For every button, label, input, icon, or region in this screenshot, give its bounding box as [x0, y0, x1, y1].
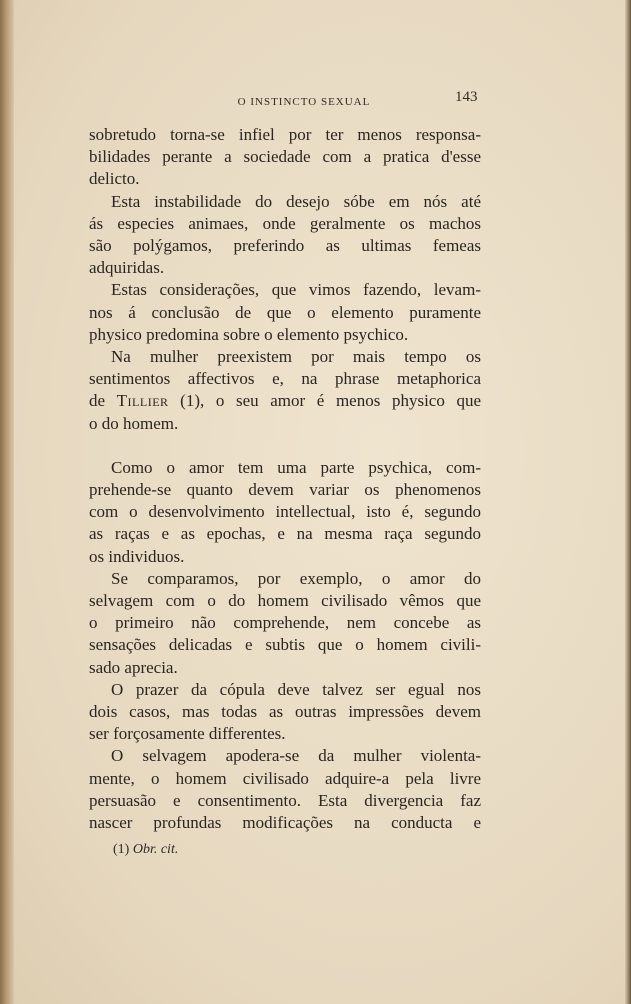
text-line: sentimentos affectivos e, na phrase metaphorica [89, 369, 481, 389]
text-line: nascer profundas modificações na conducta e [89, 813, 481, 833]
text-line: mente, o homem civilisado adquire-a pela livre [89, 768, 481, 788]
text-line: Esta instabilidade do desejo sóbe em nós até [111, 191, 481, 211]
text-line: sobretudo torna-se infiel por ter menos responsa- [89, 125, 481, 144]
text-line: bilidades perante a sociedade com a pratica d'esse [89, 147, 481, 167]
text-line: o primeiro não comprehende, nem concebe as [89, 613, 481, 633]
paragraph [89, 679, 481, 746]
text-line: Na mulher preexistem por mais tempo os [111, 347, 481, 367]
paragraph [89, 346, 481, 435]
text-line: selvagem com o do homem civilisado vêmos que [89, 591, 481, 611]
text-line: O prazer da cópula deve talvez ser egual nos [111, 679, 481, 699]
page-edge-shadow [625, 0, 631, 1004]
text-line: Estas considerações, que vimos fazendo, levam- [111, 280, 481, 300]
text-line: sensações delicadas e subtis que o homem civili- [89, 635, 481, 655]
text-line: delicto. [89, 169, 140, 189]
page-number: 143 [455, 89, 478, 105]
paragraph [89, 568, 481, 679]
text-line: com o desenvolvimento intellectual, isto é, segundo [89, 502, 481, 522]
text-line: sado aprecia. [89, 657, 178, 677]
text-line: os individuos. [89, 546, 185, 566]
footnote-text: Obr. cit. [132, 842, 179, 857]
author-name: Tillier [116, 391, 169, 411]
text-line: prehende-se quanto devem variar os phenomenos [89, 480, 481, 500]
text-line: O selvagem apodera-se da mulher violenta- [111, 746, 481, 766]
text-line: as raças e as epochas, e na mesma raça segundo [89, 524, 481, 544]
body-text [89, 124, 481, 834]
text-line: ás especies animaes, onde geralmente os machos [89, 213, 481, 233]
text-line: o do homem. [89, 413, 179, 433]
text-line: physico predomina sobre o elemento psychico. [89, 324, 409, 344]
text-line: são polýgamos, preferindo as ultimas femeas [89, 236, 481, 256]
paragraph [89, 457, 481, 568]
footnote-marker: (1) [113, 842, 130, 857]
paragraph [89, 191, 481, 280]
footnote [113, 842, 178, 858]
text-line: adquiridas. [89, 258, 165, 278]
paragraph [89, 124, 481, 191]
text-line: Se comparamos, por exemplo, o amor do [111, 568, 481, 588]
text-line: ser forçosamente differentes. [89, 724, 286, 744]
text-line: persuasão e consentimento. Esta divergencia faz [89, 790, 481, 810]
running-head: O INSTINCTO SEXUAL [237, 96, 371, 108]
text-line: dois casos, mas todas as outras impressões devem [89, 702, 481, 722]
text-line: nos á conclusão de que o elemento puramente [89, 302, 481, 322]
text-line: de Tillier (1), o seu amor é menos physico que [89, 391, 481, 411]
paragraph [89, 279, 481, 346]
paragraph [89, 745, 481, 834]
text-line: Como o amor tem uma parte psychica, com- [111, 457, 481, 477]
page-spine-shadow [0, 0, 14, 1004]
section-gap [89, 435, 481, 457]
